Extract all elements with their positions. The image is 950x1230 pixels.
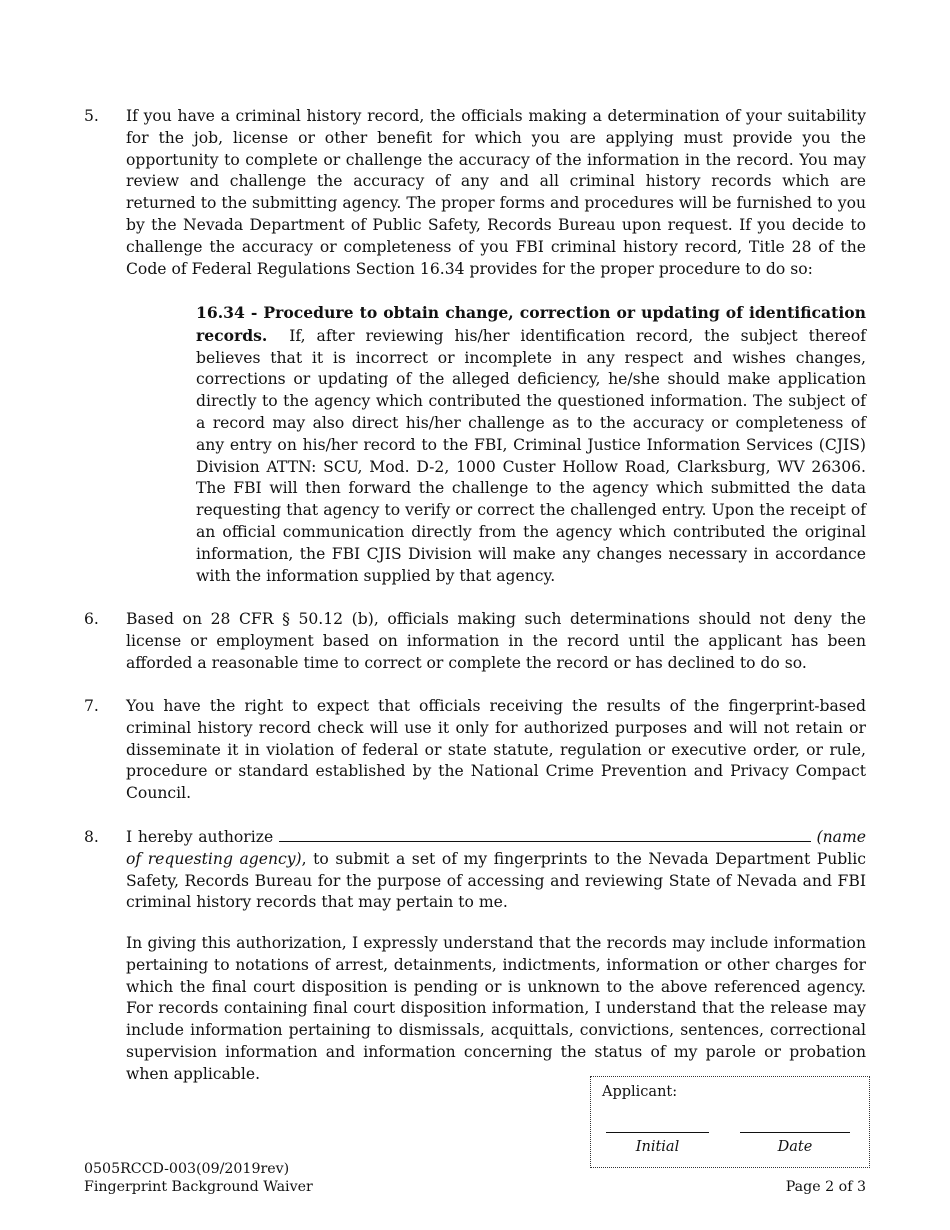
agency-name-blank[interactable]	[279, 828, 811, 842]
item-text	[126, 827, 866, 914]
applicant-label: Applicant:	[602, 1084, 678, 1100]
item-7	[84, 696, 866, 805]
initial-caption: Initial	[635, 1139, 680, 1155]
item-number: 7.	[84, 697, 99, 715]
applicant-signature-box	[590, 1076, 870, 1168]
item-text: Based on 28 CFR § 50.12 (b), officials making such determinations should not deny the license or employment based on information in the record until the applicant has been afforded a reasonable time to correct or complete the record or has declined to do so.	[126, 610, 866, 672]
item-text: If you have a criminal history record, the officials making a determination of your suitability for the job, license or other benefit for which you are applying must provide you the opportunity to complete or challenge the accuracy of the information in the record. You may review and challenge the accuracy of any and all criminal history records which are returned to the submitting agency. The proper forms and procedures will be furnished to you by the Nevada Department of Public Safety, Records Bureau upon request. If you decide to challenge the accuracy or completeness of you FBI criminal history record, Title 28 of the Code of Federal Regulations Section 16.34 provides for the proper procedure to do so:	[126, 107, 866, 278]
form-code: 0505RCCD-003(09/2019rev)	[84, 1161, 290, 1177]
authorize-rest: , to submit a set of my fingerprints to the Nevada Department Public Safety, Records Bureau for the purpose of accessing and reviewing State of Nevada and FBI criminal history records that may pertain to me.	[126, 849, 867, 912]
initial-line[interactable]	[606, 1132, 709, 1133]
item-8	[84, 827, 866, 914]
form-title: Fingerprint Background Waiver	[84, 1179, 313, 1195]
item-text: You have the right to expect that officials receiving the results of the fingerprint-based criminal history record check will use it only for authorized purposes and will not retain or disseminate it in violation of federal or state statute, regulation or executive order, or rule, procedure or standard established by the National Crime Prevention and Privacy Compact Council.	[126, 697, 866, 803]
item-number: 5.	[84, 107, 99, 125]
item-5	[84, 106, 866, 280]
date-line[interactable]	[740, 1132, 850, 1133]
date-caption: Date	[777, 1139, 813, 1155]
quote-heading: 16.34 - Procedure to obtain change, correction or updating of identification records.	[196, 303, 866, 345]
item-6	[84, 609, 866, 674]
agency-hint: (name of requesting agency)	[126, 828, 866, 868]
item-number: 8.	[84, 828, 99, 846]
authorization-paragraph: In giving this authorization, I expressly understand that the records may include information pertaining to notations of arrest, detainments, indictments, information or other charges for which the final court disposition is pending or is unknown to the above referenced agency. For records containing final court disposition information, I understand that the release may include information pertaining to dismissals, acquittals, convictions, sentences, correctional supervision information and information concerning the status of my parole or probation when applicable.	[126, 934, 866, 1083]
form-footer	[84, 1160, 313, 1196]
quote-text: If, after reviewing his/her identification record, the subject thereof believes that it is incorrect or incomplete in any respect and wishes changes, corrections or updating of the alleged deficiency, he/she should make application directly to the agency which contributed the questioned information. The subject of a record may also direct his/her challenge as to the accuracy or completeness of any entry on his/her record to the FBI, Criminal Justice Information Services (CJIS) Division ATTN: SCU, Mod. D-2, 1000 Custer Hollow Road, Clarksburg, WV 26306. The FBI will then forward the challenge to the agency which submitted the data requesting that agency to verify or correct the challenged entry. Upon the receipt of an official communication directly from the agency which contributed the original information, the FBI CJIS Division will make any changes necessary in accordance with the information supplied by that agency.	[196, 326, 866, 585]
item-number: 6.	[84, 610, 99, 628]
cfr-quote	[196, 302, 866, 587]
authorize-lead: I hereby authorize	[126, 828, 274, 846]
page-number: Page 2 of 3	[785, 1179, 866, 1195]
